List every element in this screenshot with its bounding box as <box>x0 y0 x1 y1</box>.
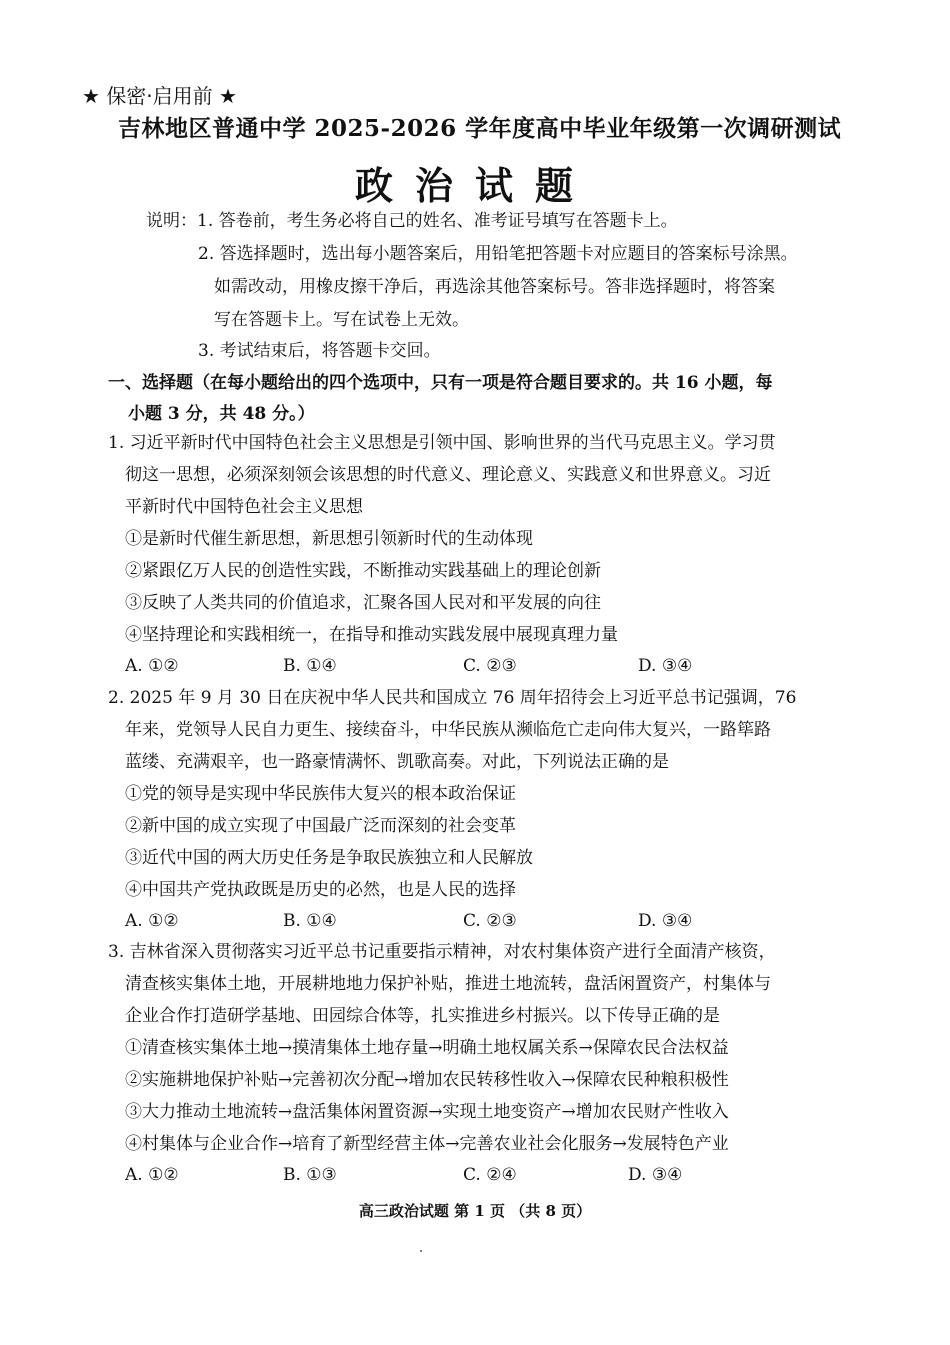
instruction-line: 说明：1. 答卷前，考生务必将自己的姓名、准考证号填写在答题卡上。 <box>146 211 678 231</box>
statement-item: ②新中国的成立实现了中国最广泛而深刻的社会变革 <box>125 816 516 836</box>
instruction-line: 写在答题卡上。写在试卷上无效。 <box>214 310 469 330</box>
instruction-line: 2. 答选择题时，选出每小题答案后，用铅笔把答题卡对应题目的答案标号涂黑。 <box>198 244 798 264</box>
option-c: C. ②④ <box>463 1165 517 1185</box>
question-stem: 1. 习近平新时代中国特色社会主义思想是引领中国、影响世界的当代马克思主义。学习贯 <box>108 433 776 453</box>
option-b: B. ①④ <box>283 911 337 931</box>
option-b: B. ①③ <box>283 1165 337 1185</box>
statement-item: ①清查核实集体土地→摸清集体土地存量→明确土地权属关系→保障农民合法权益 <box>125 1038 729 1058</box>
question-stem: 清查核实集体土地，开展耕地地力保护补贴，推进土地流转，盘活闲置资产，村集体与 <box>125 974 771 994</box>
option-c: C. ②③ <box>463 656 517 676</box>
option-a: A. ①② <box>125 1165 179 1185</box>
section-heading: 一、选择题（在每小题给出的四个选项中，只有一项是符合题目要求的。共 16 小题，每 <box>108 373 773 393</box>
statement-item: ①党的领导是实现中华民族伟大复兴的根本政治保证 <box>125 784 516 804</box>
option-a: A. ①② <box>125 656 179 676</box>
instruction-line: 3. 考试结束后，将答题卡交回。 <box>198 341 441 361</box>
question-stem: 平新时代中国特色社会主义思想 <box>125 497 363 517</box>
question-stem: 企业合作打造研学基地、田园综合体等，扎实推进乡村振兴。以下传导正确的是 <box>125 1006 720 1026</box>
question-stem: 彻这一思想，必须深刻领会该思想的时代意义、理论意义、实践意义和世界意义。习近 <box>125 465 771 485</box>
statement-item: ②紧跟亿万人民的创造性实践，不断推动实践基础上的理论创新 <box>125 561 601 581</box>
statement-item: ③近代中国的两大历史任务是争取民族独立和人民解放 <box>125 848 533 868</box>
question-stem: 3. 吉林省深入贯彻落实习近平总书记重要指示精神，对农村集体资产进行全面清产核资， <box>108 942 776 962</box>
question-stem: 蓝缕、充满艰辛，也一路豪情满怀、凯歌高奏。对此，下列说法正确的是 <box>125 752 669 772</box>
option-d: D. ③④ <box>638 656 693 676</box>
statement-item: ④中国共产党执政既是历史的必然，也是人民的选择 <box>125 880 516 900</box>
option-a: A. ①② <box>125 911 179 931</box>
exam-title: 吉林地区普通中学 2025-2026 学年度高中毕业年级第一次调研测试 <box>118 115 842 142</box>
statement-item: ②实施耕地保护补贴→完善初次分配→增加农民转移性收入→保障农民种粮积极性 <box>125 1070 729 1090</box>
statement-item: ③反映了人类共同的价值追求，汇聚各国人民对和平发展的向往 <box>125 593 601 613</box>
page-footer: 高三政治试题 第 1 页 （共 8 页） <box>358 1202 592 1220</box>
section-heading: 小题 3 分，共 48 分。） <box>128 404 315 424</box>
statement-item: ③大力推动土地流转→盘活集体闲置资源→实现土地变资产→增加农民财产性收入 <box>125 1102 729 1122</box>
option-b: B. ①④ <box>283 656 337 676</box>
subject-title: 政治试题 <box>354 163 595 208</box>
option-d: D. ③④ <box>628 1165 683 1185</box>
statement-item: ④村集体与企业合作→培育了新型经营主体→完善农业社会化服务→发展特色产业 <box>125 1134 729 1154</box>
statement-item: ①是新时代催生新思想，新思想引领新时代的生动体现 <box>125 529 533 549</box>
instruction-line: 如需改动，用橡皮擦干净后，再选涂其他答案标号。答非选择题时，将答案 <box>214 277 775 297</box>
speck <box>420 1250 422 1252</box>
confidential-mark: ★ 保密·启用前 ★ <box>82 84 237 108</box>
statement-item: ④坚持理论和实践相统一，在指导和推动实践发展中展现真理力量 <box>125 625 618 645</box>
option-d: D. ③④ <box>638 911 693 931</box>
option-c: C. ②③ <box>463 911 517 931</box>
question-stem: 2. 2025 年 9 月 30 日在庆祝中华人民共和国成立 76 周年招待会上习近平总书记强调，76 <box>108 688 797 708</box>
question-stem: 年来，党领导人民自力更生、接续奋斗，中华民族从濒临危亡走向伟大复兴，一路筚路 <box>125 720 771 740</box>
